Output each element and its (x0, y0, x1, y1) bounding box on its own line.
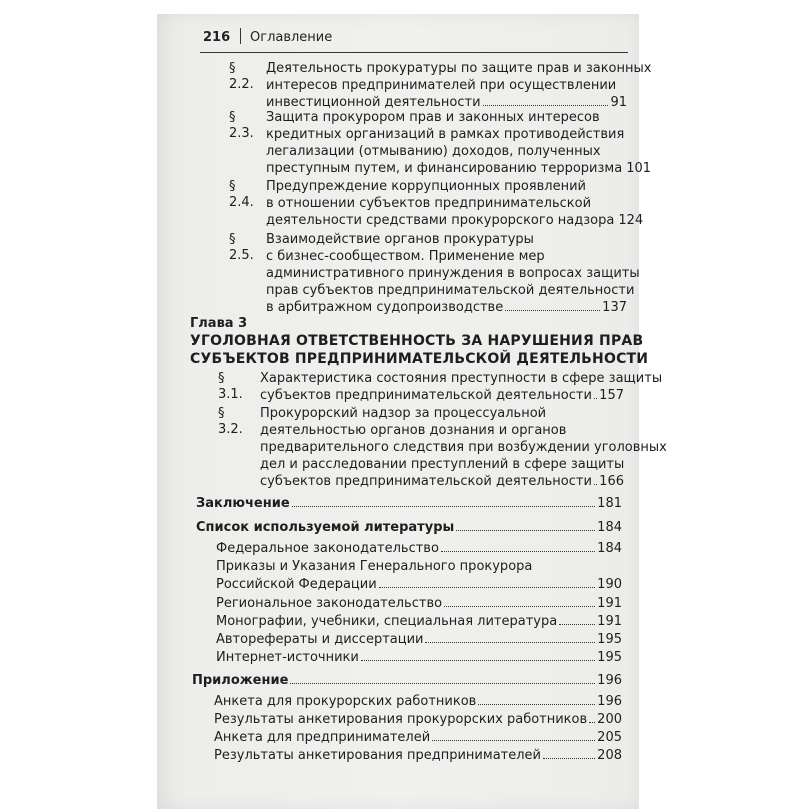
entry-line: интересов предпринимателей при осуществлении (266, 78, 617, 93)
page-ref: 191 (597, 596, 622, 611)
entry-line: Взаимодействие органов прокуратуры (266, 232, 534, 247)
toc-leader-line (266, 95, 627, 111)
page-ref: 196 (597, 673, 622, 688)
dot-leader (543, 748, 595, 759)
entry-line: Приказы и Указания Генерального прокурора (216, 559, 533, 574)
dot-leader (478, 694, 595, 705)
page-ref: 166 (599, 474, 624, 489)
section-number: § 2.3. (229, 110, 254, 141)
entry-line: Предупреждение коррупционных проявлений (266, 179, 586, 194)
page-ref: 181 (597, 496, 622, 511)
appendix-label: Приложение (192, 673, 289, 688)
entry-last-line: Региональное законодательство (216, 596, 443, 611)
dot-leader (379, 577, 596, 588)
dot-leader (444, 596, 595, 607)
toc-literature-item[interactable] (216, 650, 622, 666)
entry-last-line: Монографии, учебники, специальная литература (216, 614, 558, 629)
entry-line: Прокурорский надзор за процессуальной (260, 406, 547, 421)
toc-appendix-item[interactable] (214, 730, 622, 746)
entry-line: административного принуждения в вопросах защиты (266, 266, 640, 281)
page-ref: 101 (626, 161, 652, 176)
section-number: § 3.2. (218, 406, 243, 437)
toc-literature[interactable] (196, 520, 622, 536)
dot-leader (483, 95, 609, 106)
entry-line: с бизнес-сообществом. Применение мер (266, 249, 545, 264)
section-number: § 2.5. (229, 232, 254, 263)
entry-last-line: Результаты анкетирования прокурорских работников (214, 712, 588, 727)
entry-last-line: субъектов предпринимательской деятельности (260, 388, 592, 403)
chapter-title-cont[interactable]: СУБЪЕКТОВ ПРЕДПРИНИМАТЕЛЬСКОЙ ДЕЯТЕЛЬНОСТИ (190, 351, 649, 367)
entry-last-line: терроризма (540, 161, 623, 176)
entry-line: деятельностью органов дознания и органов (260, 423, 567, 438)
toc-conclusion[interactable] (196, 496, 622, 512)
toc-literature-item[interactable] (216, 596, 622, 612)
toc-leader-line (266, 213, 644, 229)
dot-leader (425, 632, 595, 643)
entry-last-line: Федеральное законодательство (216, 541, 439, 556)
chapter-label: Глава 3 (190, 316, 248, 331)
page-ref: 195 (597, 650, 622, 665)
dot-leader (594, 388, 597, 399)
entry-last-line: Российской Федерации (216, 577, 377, 592)
entry-last-line: инвестиционной деятельности (266, 95, 481, 110)
entry-last-line: деятельности средствами прокурорского надзора (266, 213, 615, 228)
entry-line: Защита прокурором прав и законных интересов (266, 110, 600, 125)
page-ref: 195 (597, 632, 622, 647)
entry-last-line: Анкета для прокурорских работников (214, 694, 477, 709)
toc-appendix[interactable] (192, 673, 622, 689)
dot-leader (441, 541, 595, 552)
page-ref: 184 (597, 520, 622, 535)
dot-leader (361, 650, 595, 661)
toc-leader-line (266, 161, 652, 177)
entry-line: кредитных организаций в рамках противодействия (266, 127, 625, 142)
toc-literature-item[interactable] (216, 541, 622, 557)
chapter-title[interactable]: УГОЛОВНАЯ ОТВЕТСТВЕННОСТЬ ЗА НАРУШЕНИЯ ПРАВ (190, 333, 644, 349)
page-ref: 137 (602, 300, 627, 315)
entry-line: в отношении субъектов предпринимательской (266, 196, 592, 211)
entry-line: Деятельность прокуратуры по защите прав и законных (266, 61, 652, 76)
section-number: § 2.4. (229, 179, 254, 210)
page-ref: 157 (599, 388, 624, 403)
literature-label: Список используемой литературы (196, 520, 455, 535)
conclusion-label: Заключение (196, 496, 290, 511)
page-ref: 190 (597, 577, 622, 592)
toc-leader-line (260, 388, 624, 404)
entry-last-line: Интернет-источники (216, 650, 359, 665)
toc-literature-item[interactable] (216, 632, 622, 648)
entry-last-line: Анкета для предпринимателей (214, 730, 431, 745)
entry-line: Характеристика состояния преступности в сфере защиты (260, 371, 663, 386)
page-ref: 208 (597, 748, 622, 763)
entry-line: преступным путем, и финансированию (266, 161, 537, 176)
toc-literature-item[interactable] (216, 577, 622, 593)
page-ref: 91 (610, 95, 627, 110)
entry-last-line: в арбитражном судопроизводстве (266, 300, 504, 315)
entry-last-line: субъектов предпринимательской деятельности (260, 474, 592, 489)
dot-leader (505, 300, 600, 311)
page-ref: 184 (597, 541, 622, 556)
page-ref: 196 (597, 694, 622, 709)
page-ref: 200 (597, 712, 622, 727)
dot-leader (559, 614, 595, 625)
entry-line: легализации (отмыванию) доходов, полученных (266, 144, 601, 159)
toc-appendix-item[interactable] (214, 694, 622, 710)
entry-last-line: Результаты анкетирования предпринимателей (214, 748, 541, 763)
dot-leader (432, 730, 595, 741)
dot-leader (589, 712, 595, 723)
page-ref: 191 (597, 614, 622, 629)
dot-leader (292, 496, 596, 507)
entry-line: прав субъектов предпринимательской деятельности (266, 283, 635, 298)
section-number: § 3.1. (218, 371, 243, 402)
page-ref: 205 (597, 730, 622, 745)
toc-leader-line (260, 474, 624, 490)
page-ref: 124 (618, 213, 644, 228)
toc-leader-line (266, 300, 627, 316)
dot-leader (594, 474, 597, 485)
toc-appendix-item[interactable] (214, 748, 622, 764)
toc-appendix-item[interactable] (214, 712, 622, 728)
toc-literature-item[interactable] (216, 614, 622, 630)
page-number: 216 (203, 30, 231, 45)
entry-line: дел и расследовании преступлений в сфере защиты (260, 457, 625, 472)
entry-line: предварительного следствия при возбуждении уголовных (260, 440, 667, 455)
section-number: § 2.2. (229, 61, 254, 92)
entry-last-line: Авторефераты и диссертации (216, 632, 424, 647)
running-title: Оглавление (250, 30, 333, 45)
dot-leader (290, 673, 595, 684)
dot-leader (456, 520, 595, 531)
